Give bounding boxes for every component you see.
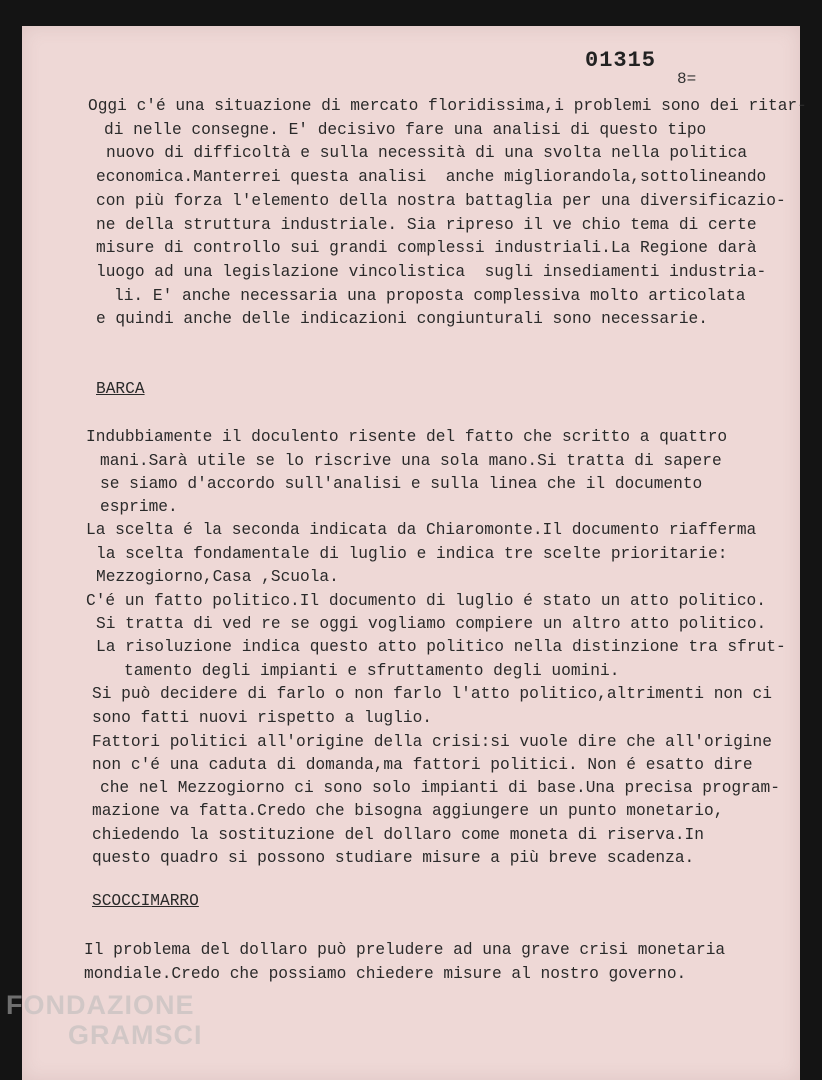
text-line: mondiale.Credo che possiamo chiedere misure al nostro governo. xyxy=(84,965,687,983)
page-number: 01315 xyxy=(585,48,657,73)
text-line: Indubbiamente il doculento risente del fatto che scritto a quattro xyxy=(86,428,728,446)
text-line: La scelta é la seconda indicata da Chiaromonte.Il documento riafferma xyxy=(86,521,757,539)
text-line: Il problema del dollaro può preludere ad una grave crisi monetaria xyxy=(84,941,726,959)
text-line: economica.Manterrei questa analisi anche migliorandola,sottolineando xyxy=(96,168,767,186)
text-line: Si può decidere di farlo o non farlo l'atto politico,altrimenti non ci xyxy=(92,685,772,703)
text-line: La risoluzione indica questo atto politico nella distinzione tra sfrut- xyxy=(96,638,786,656)
text-line: Si tratta di ved re se oggi vogliamo compiere un altro atto politico. xyxy=(96,615,767,633)
text-line: con più forza l'elemento della nostra battaglia per una diversificazio- xyxy=(96,192,786,210)
speaker-name: SCOCCIMARRO xyxy=(92,892,199,910)
text-line: se siamo d'accordo sull'analisi e sulla linea che il documento xyxy=(100,475,703,493)
text-line: tamento degli impianti e sfruttamento degli uomini. xyxy=(124,662,620,680)
text-line: e quindi anche delle indicazioni congiunturali sono necessarie. xyxy=(96,310,708,328)
text-line: di nelle consegne. E' decisivo fare una analisi di questo tipo xyxy=(104,121,707,139)
watermark-line: FONDAZIONE xyxy=(6,990,195,1020)
text-line: mani.Sarà utile se lo riscrive una sola mano.Si tratta di sapere xyxy=(100,452,722,470)
text-line: Mezzogiorno,Casa ,Scuola. xyxy=(96,568,339,586)
text-line: li. E' anche necessaria una proposta complessiva molto articolata xyxy=(114,287,746,305)
text-line: luogo ad una legislazione vincolistica sugli insediamenti industria- xyxy=(96,263,767,281)
text-line: misure di controllo sui grandi complessi industriali.La Regione darà xyxy=(96,239,757,257)
fondazione-gramsci-watermark xyxy=(6,990,203,1050)
text-line: C'é un fatto politico.Il documento di luglio é stato un atto politico. xyxy=(86,592,766,610)
watermark-line: GRAMSCI xyxy=(68,1020,203,1050)
text-line: che nel Mezzogiorno ci sono solo impianti di base.Una precisa program- xyxy=(100,779,780,797)
text-line: sono fatti nuovi rispetto a luglio. xyxy=(92,709,432,727)
text-line: nuovo di difficoltà e sulla necessità di una svolta nella politica xyxy=(106,144,748,162)
text-line: Oggi c'é una situazione di mercato floridissima,i problemi sono dei ritar- xyxy=(88,97,807,115)
text-line: esprime. xyxy=(100,498,178,516)
speaker-name: BARCA xyxy=(96,380,145,398)
text-line: Fattori politici all'origine della crisi:si vuole dire che all'origine xyxy=(92,733,772,751)
text-line: ne della struttura industriale. Sia ripreso il ve chio tema di certe xyxy=(96,216,757,234)
page-index: 8= xyxy=(677,70,697,88)
text-line: non c'é una caduta di domanda,ma fattori politici. Non é esatto dire xyxy=(92,756,753,774)
text-line: la scelta fondamentale di luglio e indica tre scelte prioritarie: xyxy=(96,545,728,563)
text-line: questo quadro si possono studiare misure a più breve scadenza. xyxy=(92,849,695,867)
text-line: chiedendo la sostituzione del dollaro come moneta di riserva.In xyxy=(92,826,704,844)
text-line: mazione va fatta.Credo che bisogna aggiungere un punto monetario, xyxy=(92,802,724,820)
